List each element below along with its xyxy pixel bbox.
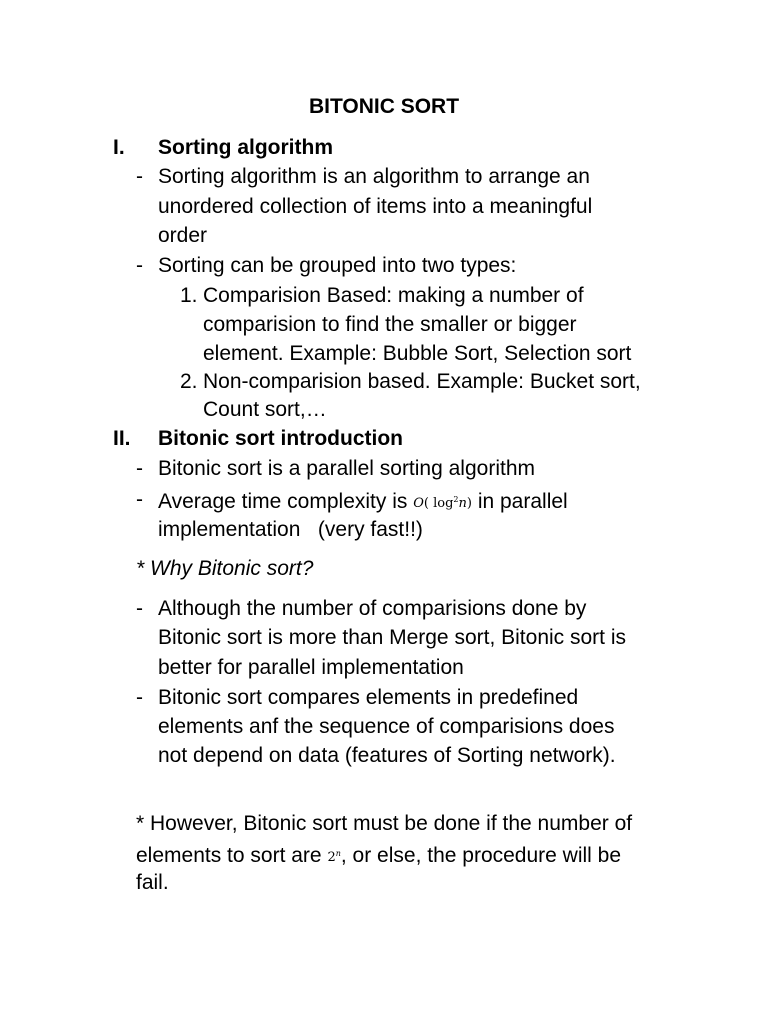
section-2-bullet-3-line-1: Although the number of comparisions done by (158, 597, 587, 620)
section-1-bullet-1-line-3: order (158, 224, 208, 247)
complexity-formula (413, 496, 472, 511)
type-1-line-3: element. Example: Bubble Sort, Selection sort (203, 342, 632, 365)
formula-log: log (433, 496, 454, 511)
why-bitonic-heading: * Why Bitonic sort? (136, 557, 314, 580)
type-2-number: 2. (180, 370, 198, 393)
note-formula (327, 850, 340, 865)
section-1-numeral: I. (113, 136, 125, 159)
section-1-bullet-1-line-2: unordered collection of items into a meaningful (158, 195, 593, 218)
note-formula-base: 2 (327, 850, 336, 865)
section-2-bullet-2-line-2: implementation (very fast!!) (158, 518, 423, 541)
formula-close-paren: ) (466, 496, 472, 511)
section-2-numeral: II. (113, 427, 131, 450)
section-2-bullet-1-dash: - (136, 457, 143, 480)
section-2-bullet-4-line-1: Bitonic sort compares elements in predefined (158, 686, 579, 709)
section-1-heading: Sorting algorithm (158, 136, 333, 159)
note-line-2 (136, 839, 621, 873)
type-1-number: 1. (180, 284, 198, 307)
note-formula-exponent: n (335, 849, 341, 858)
section-2-bullet-1-text: Bitonic sort is a parallel sorting algorithm (158, 457, 535, 480)
formula-big-o: O (413, 496, 424, 511)
note-line-1: * However, Bitonic sort must be done if the number of (136, 812, 633, 835)
page-title: BITONIC SORT (308, 95, 460, 118)
note-after-text: , or else, the procedure will be (340, 844, 622, 867)
section-2-bullet-3-line-2: Bitonic sort is more than Merge sort, Bitonic sort is (158, 626, 626, 649)
type-1-line-2: comparision to find the smaller or bigger (203, 313, 577, 336)
section-2-bullet-2-line-1 (158, 485, 568, 519)
section-2-bullet-3-dash: - (136, 597, 143, 620)
section-1-bullet-1-line-1: Sorting algorithm is an algorithm to arrange an (158, 165, 590, 188)
note-before-text: elements to sort are (136, 844, 322, 867)
section-1-bullet-2-dash: - (136, 254, 143, 277)
type-2-line-1: Non-comparision based. Example: Bucket sort, (203, 370, 641, 393)
formula-log-exponent: 2 (453, 495, 459, 504)
section-2-bullet-2-dash: - (136, 488, 143, 511)
section-2-heading: Bitonic sort introduction (158, 427, 403, 450)
section-1-bullet-1-dash: - (136, 165, 143, 188)
section-1-bullet-2-text: Sorting can be grouped into two types: (158, 254, 517, 277)
section-2-bullet-4-dash: - (136, 686, 143, 709)
type-2-line-2: Count sort,… (203, 398, 327, 421)
section-2-bullet-4-line-2: elements anf the sequence of comparisions does (158, 715, 615, 738)
formula-open-paren: ( (423, 496, 429, 511)
complexity-before-text: Average time complexity is (158, 490, 408, 513)
formula-n: n (458, 496, 467, 511)
section-2-bullet-3-line-3: better for parallel implementation (158, 656, 464, 679)
note-line-3: fail. (136, 871, 169, 894)
complexity-after-text: in parallel (477, 490, 568, 513)
type-1-line-1: Comparision Based: making a number of (203, 284, 584, 307)
section-2-bullet-4-line-3: not depend on data (features of Sorting network). (158, 744, 616, 767)
